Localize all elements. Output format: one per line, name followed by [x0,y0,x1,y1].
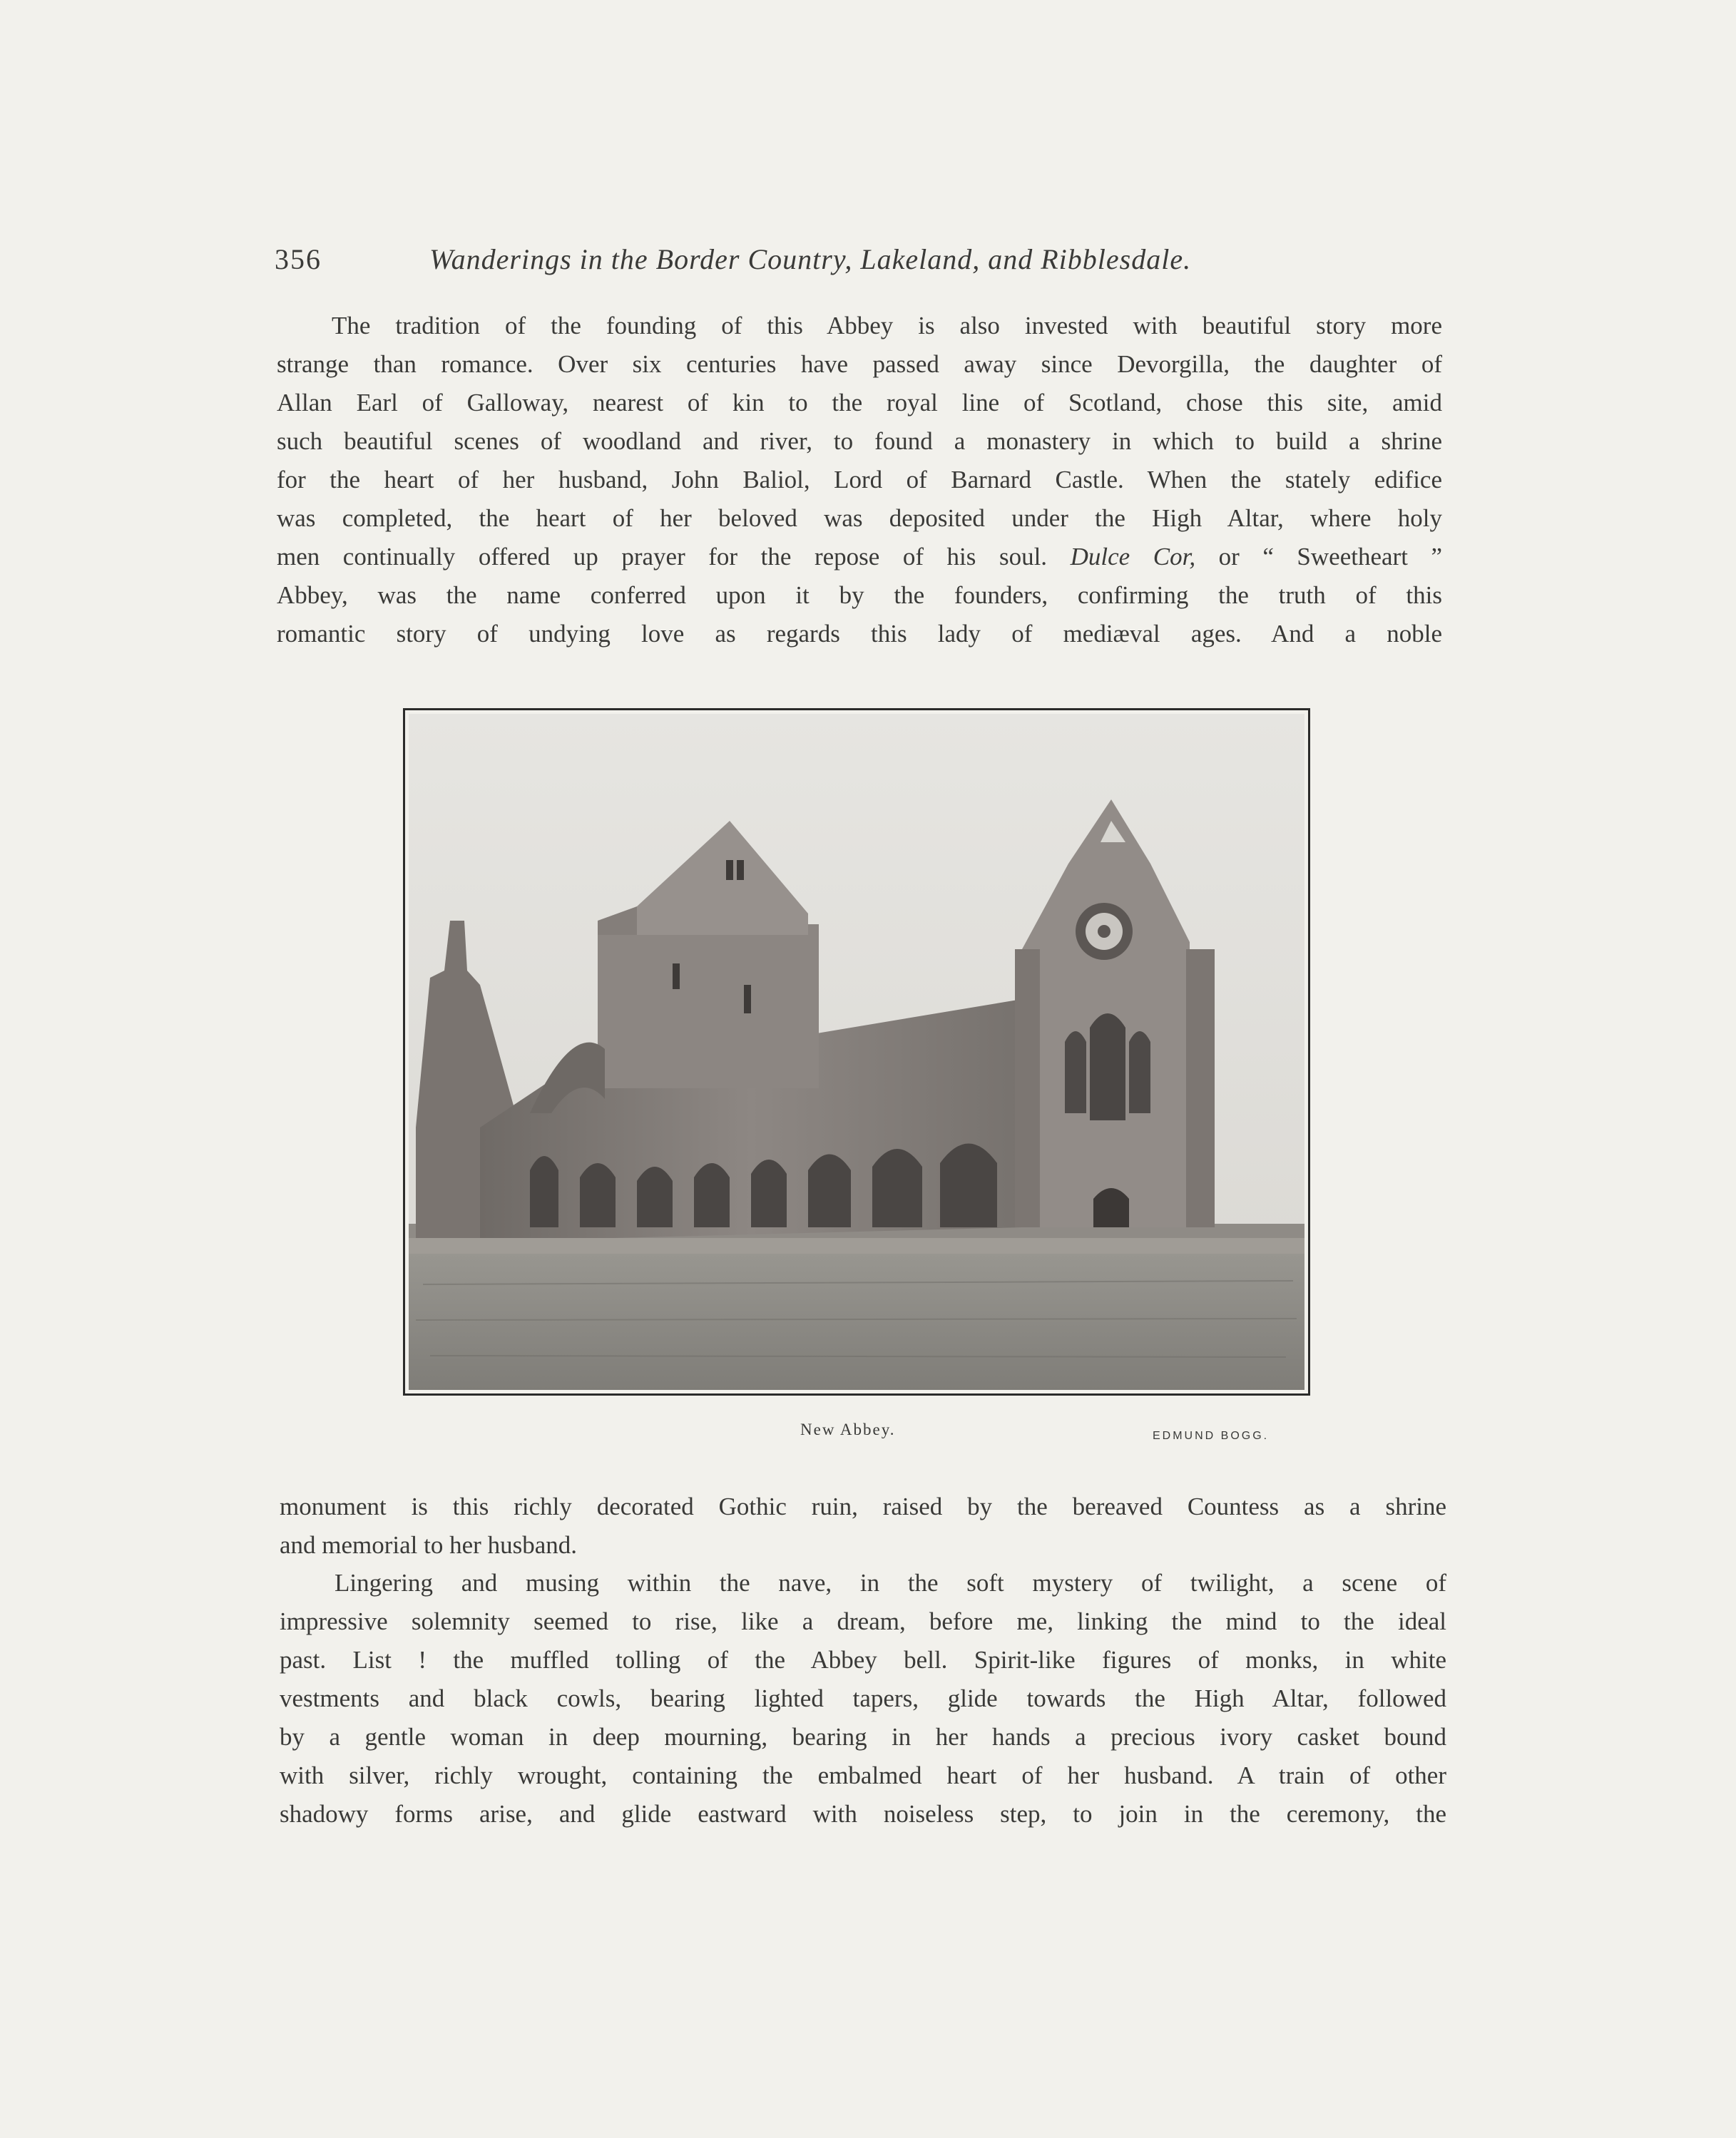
text-line: past. List ! the muffled tolling of the Abbey bell. Spirit-like figures of monks, in white [280,1646,1446,1674]
text-line: vestments and black cowls, bearing lighted tapers, glide towards the High Altar, followed [280,1684,1446,1712]
text-line: The tradition of the founding of this Abbey is also invested with beautiful story more [332,312,1442,339]
text-line: impressive solemnity seemed to rise, like a dream, before me, linking the mind to the ideal [280,1607,1446,1635]
abbey-ruin-illustration [409,714,1304,1390]
paragraph-1 [277,307,1442,653]
text-line-with-italic [277,538,1442,576]
text-line: Abbey, was the name conferred upon it by the founders, confirming the truth of this [277,581,1442,609]
paragraph-2 [280,1488,1446,1565]
text-line: by a gentle woman in deep mourning, bearing in her hands a precious ivory casket bound [280,1723,1446,1751]
text-segment: men continually offered up prayer for the repose of his soul. [277,543,1048,571]
text-segment: or “ Sweetheart ” [1218,543,1443,571]
text-line: with silver, richly wrought, containing the embalmed heart of her husband. A train of other [280,1761,1446,1789]
dulce-cor-italic: Dulce Cor, [1070,543,1196,571]
figure-caption: New Abbey. [800,1421,896,1438]
paragraph-3 [280,1564,1446,1833]
text-line: and memorial to her husband. [280,1531,577,1559]
text-line: was completed, the heart of her beloved was deposited under the High Altar, where holy [277,504,1442,532]
running-title: Wanderings in the Border Country, Lakeland, and Ribblesdale. [429,243,1192,275]
text-line: for the heart of her husband, John Baliol, Lord of Barnard Castle. When the stately edifice [277,466,1442,493]
figure-credit: EDMUND BOGG. [1153,1430,1270,1442]
text-line: Lingering and musing within the nave, in the soft mystery of twilight, a scene of [335,1569,1446,1597]
text-line: strange than romance. Over six centuries have passed away since Devorgilla, the daughter of [277,350,1442,378]
running-header [275,242,1444,285]
page-number: 356 [275,243,322,275]
text-line: Allan Earl of Galloway, nearest of kin to the royal line of Scotland, chose this site, amid [277,389,1442,416]
text-line: such beautiful scenes of woodland and river, to found a monastery in which to build a shrine [277,427,1442,455]
abbey-photograph [403,708,1310,1396]
text-line: shadowy forms arise, and glide eastward with noiseless step, to join in the ceremony, the [280,1800,1446,1828]
text-line: romantic story of undying love as regards this lady of mediæval ages. And a noble [277,620,1442,648]
text-line: monument is this richly decorated Gothic ruin, raised by the bereaved Countess as a shrine [280,1493,1446,1520]
